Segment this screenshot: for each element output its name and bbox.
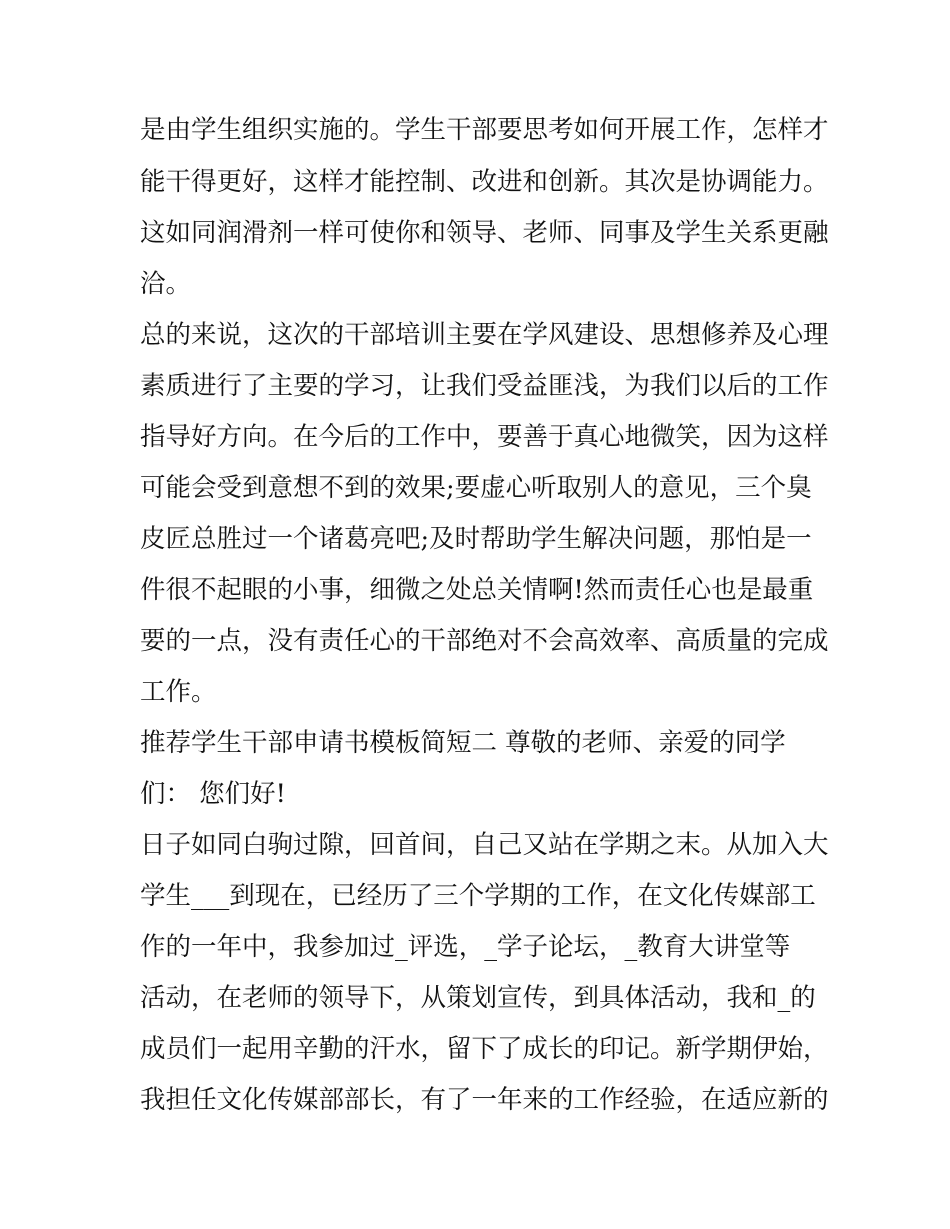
text-line: 日子如同白驹过隙，回首间，自己又站在学期之末。从加入大 xyxy=(140,830,829,860)
text-line: 皮匠总胜过一个诸葛亮吧;及时帮助学生解决问题，那怕是一 xyxy=(140,524,812,554)
text-line: 总的来说，这次的干部培训主要在学风建设、思想修养及心理 xyxy=(140,320,829,350)
text-line: 指导好方向。在今后的工作中，要善于真心地微笑，因为这样 xyxy=(140,422,829,452)
text-line: 能干得更好，这样才能控制、改进和创新。其次是协调能力。 xyxy=(140,167,829,197)
text-line: 们： 您们好! xyxy=(140,779,286,809)
text-line: 活动，在老师的领导下，从策划宣传，到具体活动，我和_的 xyxy=(140,983,816,1013)
text-line: 素质进行了主要的学习，让我们受益匪浅，为我们以后的工作 xyxy=(140,371,829,401)
text-line: 可能会受到意想不到的效果;要虚心听取别人的意见，三个臭 xyxy=(140,473,812,503)
text-line: 成员们一起用辛勤的汗水，留下了成长的印记。新学期伊始， xyxy=(140,1034,829,1064)
text-line: 件很不起眼的小事，细微之处总关情啊!然而责任心也是最重 xyxy=(140,575,814,605)
text-line: 学生___到现在，已经历了三个学期的工作，在文化传媒部工 xyxy=(140,881,816,911)
text-line: 这如同润滑剂一样可使你和领导、老师、同事及学生关系更融 xyxy=(140,218,829,248)
text-line: 推荐学生干部申请书模板简短二 尊敬的老师、亲爱的同学 xyxy=(140,728,786,758)
text-line: 是由学生组织实施的。学生干部要思考如何开展工作，怎样才 xyxy=(140,115,829,145)
text-line: 工作。 xyxy=(140,677,217,707)
text-line: 作的一年中，我参加过_评选，_学子论坛，_教育大讲堂等 xyxy=(140,932,791,962)
text-line: 洽。 xyxy=(140,269,192,299)
text-line: 要的一点，没有责任心的干部绝对不会高效率、高质量的完成 xyxy=(140,626,829,656)
text-line: 我担任文化传媒部部长，有了一年来的工作经验，在适应新的 xyxy=(140,1085,829,1115)
